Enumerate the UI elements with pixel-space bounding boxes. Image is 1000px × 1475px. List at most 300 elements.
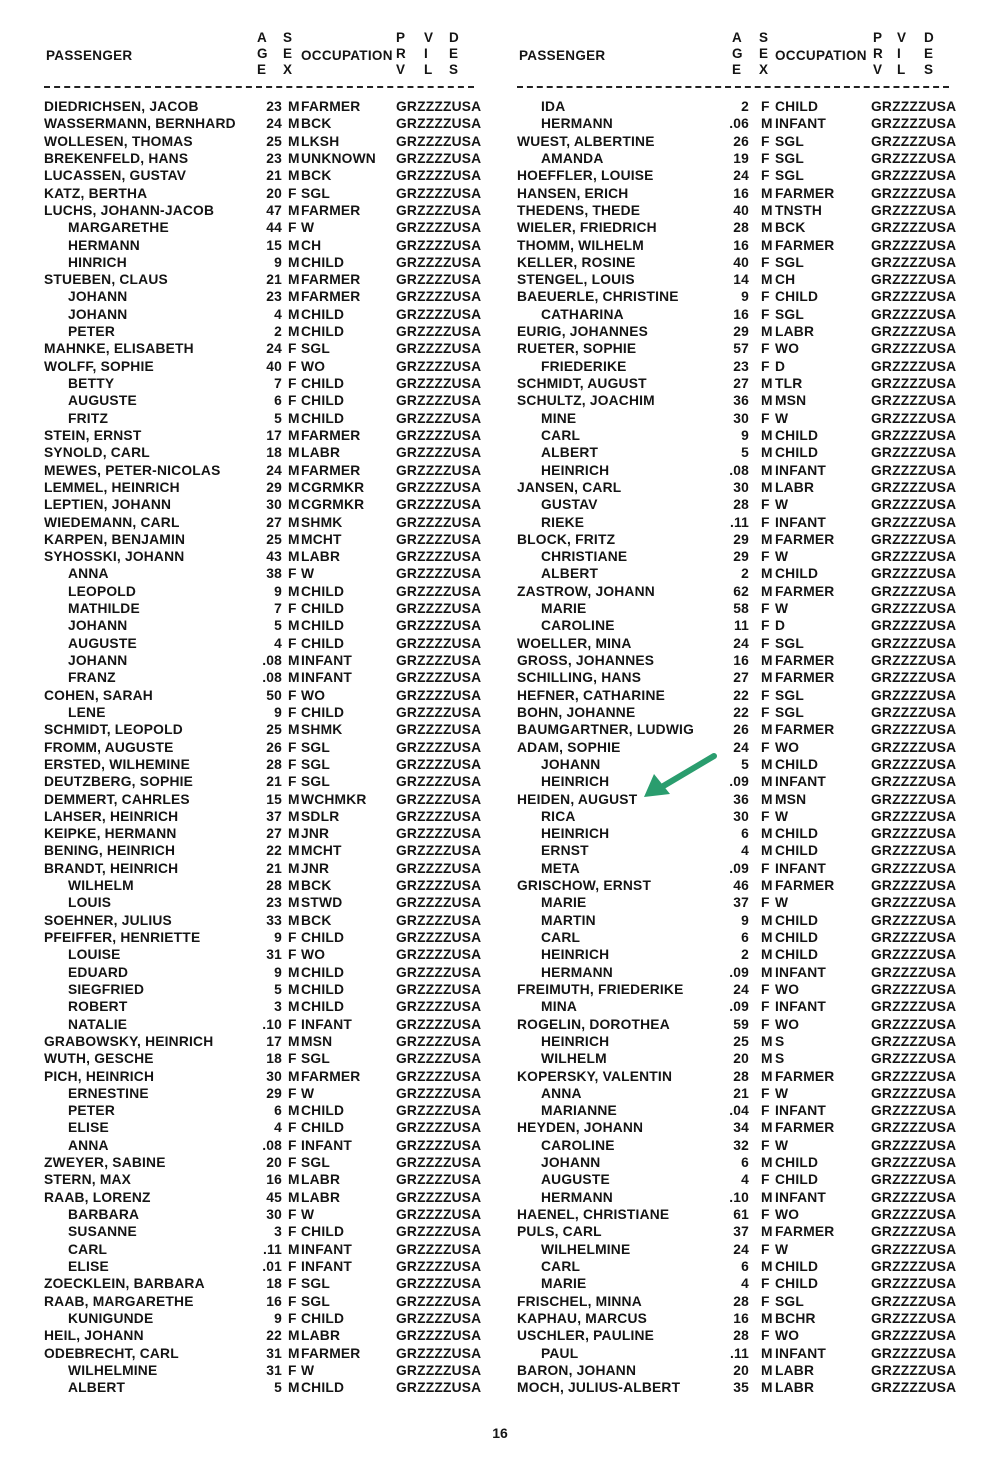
passenger-occupation: W: [775, 808, 789, 824]
passenger-occupation: CHILD: [775, 947, 819, 963]
passenger-name: ROGELIN, DOROTHEA: [517, 1016, 670, 1032]
passenger-name: THEDENS, THEDE: [517, 202, 641, 218]
passenger-age: 57: [733, 341, 749, 357]
passenger-row: [44, 376, 514, 393]
passenger-occupation: MSN: [775, 791, 807, 807]
passenger-province-village-destination: GRZZZZUSA: [396, 358, 482, 374]
passenger-name: GRABOWSKY, HEINRICH: [44, 1033, 214, 1049]
passenger-age: 3: [274, 999, 282, 1015]
passenger-name: ERNST: [541, 843, 589, 859]
passenger-province-village-destination: GRZZZZUSA: [871, 618, 957, 634]
passenger-row: [44, 999, 514, 1016]
arrow-shaft: [660, 756, 714, 788]
passenger-name: BREKENFELD, HANS: [44, 150, 189, 166]
passenger-age: 11: [734, 618, 749, 634]
passenger-age: 25: [266, 133, 282, 149]
passenger-name: CARL: [68, 1241, 108, 1257]
header-occupation: OCCUPATION: [301, 48, 393, 63]
passenger-row: [44, 740, 514, 757]
passenger-sex: M: [761, 237, 773, 253]
passenger-age: 2: [741, 99, 749, 114]
passenger-name: ALBERT: [68, 1380, 126, 1396]
passenger-age: 25: [266, 531, 282, 547]
passenger-row: [44, 1086, 514, 1103]
passenger-name: RUETER, SOPHIE: [517, 341, 637, 357]
passenger-row: [44, 878, 514, 895]
passenger-sex: F: [288, 1016, 297, 1032]
passenger-province-village-destination: GRZZZZUSA: [396, 670, 482, 686]
passenger-province-village-destination: GRZZZZUSA: [871, 462, 957, 478]
passenger-age: 28: [266, 878, 282, 894]
passenger-age: 20: [733, 1051, 749, 1067]
passenger-sex: M: [288, 912, 300, 928]
passenger-occupation: LABR: [301, 445, 341, 461]
passenger-age: 22: [266, 843, 282, 859]
passenger-occupation: INFANT: [775, 964, 827, 980]
passenger-name: CAROLINE: [541, 618, 615, 634]
passenger-name: FREIMUTH, FRIEDERIKE: [517, 981, 684, 997]
passenger-age: 50: [266, 687, 282, 703]
passenger-age: 22: [733, 704, 749, 720]
passenger-sex: F: [288, 1051, 297, 1067]
passenger-province-village-destination: GRZZZZUSA: [396, 1293, 482, 1309]
passenger-occupation: TNSTH: [775, 202, 822, 218]
passenger-sex: F: [288, 1258, 297, 1274]
passenger-age: 23: [266, 150, 282, 166]
passenger-name: WIEDEMANN, CARL: [44, 514, 180, 530]
passenger-row: [44, 1051, 514, 1068]
passenger-province-village-destination: GRZZZZUSA: [871, 1380, 957, 1396]
passenger-row: [44, 792, 514, 809]
passenger-row: [44, 809, 514, 826]
passenger-age: 6: [274, 393, 282, 409]
passenger-row: [517, 341, 987, 358]
passenger-province-village-destination: GRZZZZUSA: [871, 1137, 957, 1153]
passenger-province-village-destination: GRZZZZUSA: [396, 1051, 482, 1067]
passenger-province-village-destination: GRZZZZUSA: [871, 1016, 957, 1032]
passenger-name: BRANDT, HEINRICH: [44, 860, 179, 876]
passenger-province-village-destination: GRZZZZUSA: [396, 1241, 482, 1257]
passenger-name: CARL: [541, 427, 581, 443]
passenger-age: 45: [266, 1189, 282, 1205]
passenger-list-left: [44, 99, 514, 1397]
passenger-name: MARIANNE: [541, 1103, 617, 1119]
passenger-province-village-destination: GRZZZZUSA: [871, 739, 957, 755]
passenger-name: JANSEN, CARL: [517, 479, 622, 495]
passenger-sex: M: [288, 895, 300, 911]
passenger-occupation: SGL: [775, 704, 804, 720]
passenger-province-village-destination: GRZZZZUSA: [396, 1189, 482, 1205]
passenger-name: ANNA: [68, 566, 109, 582]
passenger-occupation: SGL: [301, 774, 330, 790]
passenger-sex: F: [761, 635, 770, 651]
passenger-age: 26: [733, 133, 749, 149]
passenger-province-village-destination: GRZZZZUSA: [396, 1362, 482, 1378]
passenger-name: RAAB, LORENZ: [44, 1189, 151, 1205]
passenger-name: WOLLESEN, THOMAS: [44, 133, 193, 149]
passenger-sex: M: [288, 168, 300, 184]
passenger-sex: M: [761, 774, 773, 790]
passenger-province-village-destination: GRZZZZUSA: [871, 912, 957, 928]
passenger-sex: F: [288, 1362, 297, 1378]
passenger-row: [44, 757, 514, 774]
passenger-age: 18: [266, 1051, 282, 1067]
passenger-name: GUSTAV: [541, 497, 598, 513]
passenger-occupation: FARMER: [775, 531, 835, 547]
passenger-sex: F: [288, 393, 297, 409]
passenger-sex: F: [288, 1276, 297, 1292]
passenger-name: ELISE: [68, 1120, 109, 1136]
passenger-sex: M: [761, 930, 773, 945]
passenger-sex: M: [288, 427, 300, 443]
passenger-row: [44, 584, 514, 601]
passenger-occupation: MCHT: [301, 531, 342, 547]
passenger-row: [44, 1120, 514, 1137]
passenger-row: [44, 1276, 514, 1293]
passenger-occupation: CHILD: [775, 427, 819, 443]
passenger-occupation: INFANT: [775, 860, 827, 876]
passenger-age: 58: [733, 601, 749, 617]
passenger-age: .09: [729, 964, 749, 980]
passenger-occupation: SGL: [775, 1293, 804, 1309]
passenger-province-village-destination: GRZZZZUSA: [871, 774, 957, 790]
passenger-sex: M: [761, 272, 773, 288]
passenger-row: [517, 428, 987, 445]
passenger-province-village-destination: GRZZZZUSA: [871, 843, 957, 859]
passenger-row: [517, 220, 987, 237]
passenger-age: .08: [729, 462, 749, 478]
passenger-row: [44, 186, 514, 203]
passenger-age: .09: [729, 860, 749, 876]
passenger-age: 6: [741, 1155, 749, 1171]
passenger-sex: M: [288, 808, 300, 824]
passenger-occupation: FARMER: [775, 237, 835, 253]
passenger-age: 2: [741, 947, 749, 963]
passenger-occupation: LABR: [301, 1172, 341, 1188]
passenger-age: 30: [733, 808, 749, 824]
passenger-age: 28: [733, 1068, 749, 1084]
passenger-name: PICH, HEINRICH: [44, 1068, 155, 1084]
passenger-province-village-destination: GRZZZZUSA: [871, 427, 957, 443]
passenger-row: [517, 1207, 987, 1224]
passenger-sex: M: [288, 237, 300, 253]
passenger-age: 27: [266, 514, 282, 530]
passenger-sex: M: [288, 826, 300, 842]
passenger-row: [44, 1155, 514, 1172]
passenger-row: [44, 774, 514, 791]
passenger-age: 16: [266, 1172, 282, 1188]
passenger-age: 36: [733, 393, 749, 409]
passenger-occupation: CHILD: [301, 930, 345, 945]
passenger-name: FRANZ: [68, 670, 116, 686]
passenger-sex: F: [761, 358, 770, 374]
passenger-occupation: LABR: [301, 1328, 341, 1344]
passenger-occupation: FARMER: [301, 289, 361, 305]
passenger-sex: M: [761, 531, 773, 547]
passenger-row: [517, 1224, 987, 1241]
passenger-name: LOUIS: [68, 895, 112, 911]
passenger-province-village-destination: GRZZZZUSA: [396, 514, 482, 530]
passenger-occupation: BCK: [301, 878, 332, 894]
passenger-province-village-destination: GRZZZZUSA: [396, 254, 482, 270]
passenger-province-village-destination: GRZZZZUSA: [871, 393, 957, 409]
passenger-row: [517, 636, 987, 653]
passenger-row: [44, 445, 514, 462]
passenger-sex: M: [761, 220, 773, 236]
passenger-sex: M: [288, 1328, 300, 1344]
passenger-sex: M: [761, 1310, 773, 1326]
passenger-age: 19: [733, 150, 749, 166]
passenger-occupation: WO: [775, 1207, 800, 1222]
passenger-sex: M: [288, 462, 300, 478]
passenger-province-village-destination: GRZZZZUSA: [871, 687, 957, 703]
passenger-sex: M: [288, 549, 300, 565]
passenger-age: 6: [741, 930, 749, 945]
passenger-row: [517, 982, 987, 999]
passenger-age: 5: [274, 618, 282, 634]
passenger-province-village-destination: GRZZZZUSA: [871, 1120, 957, 1136]
passenger-age: 21: [266, 774, 282, 790]
passenger-province-village-destination: GRZZZZUSA: [396, 895, 482, 911]
passenger-name: SOEHNER, JULIUS: [44, 912, 172, 928]
passenger-name: WOELLER, MINA: [517, 635, 632, 651]
passenger-occupation: CHILD: [775, 99, 819, 114]
passenger-sex: F: [761, 168, 770, 184]
column-header: PASSENGER A G E S E X OCCUPATION P R V V I L D E S: [517, 30, 987, 84]
passenger-occupation: FARMER: [301, 1345, 361, 1361]
passenger-age: 43: [266, 549, 282, 565]
passenger-occupation: SGL: [301, 1155, 330, 1171]
passenger-occupation: CHILD: [301, 1380, 345, 1396]
passenger-occupation: W: [301, 1085, 315, 1101]
passenger-sex: M: [288, 306, 300, 322]
passenger-row: [517, 1086, 987, 1103]
passenger-age: 14: [733, 272, 749, 288]
passenger-occupation: SGL: [301, 1051, 330, 1067]
passenger-province-village-destination: GRZZZZUSA: [396, 826, 482, 842]
passenger-row: [517, 1294, 987, 1311]
passenger-age: 16: [733, 306, 749, 322]
passenger-province-village-destination: GRZZZZUSA: [396, 150, 482, 166]
passenger-occupation: INFANT: [775, 1103, 827, 1119]
passenger-age: 25: [266, 722, 282, 738]
passenger-province-village-destination: GRZZZZUSA: [871, 220, 957, 236]
passenger-age: 37: [733, 1224, 749, 1240]
passenger-sex: M: [288, 531, 300, 547]
passenger-row: [517, 515, 987, 532]
passenger-sex: M: [288, 514, 300, 530]
passenger-row: [44, 549, 514, 566]
passenger-row: [517, 1242, 987, 1259]
passenger-occupation: INFANT: [301, 653, 353, 668]
passenger-occupation: LABR: [775, 324, 815, 340]
passenger-sex: F: [761, 289, 770, 305]
passenger-occupation: WO: [301, 358, 326, 374]
passenger-province-village-destination: GRZZZZUSA: [396, 168, 482, 184]
passenger-name: KUNIGUNDE: [68, 1310, 154, 1326]
passenger-age: 25: [733, 1033, 749, 1049]
passenger-row: [517, 861, 987, 878]
passenger-name: JOHANN: [68, 653, 128, 668]
passenger-province-village-destination: GRZZZZUSA: [871, 1328, 957, 1344]
passenger-sex: M: [288, 202, 300, 218]
passenger-occupation: CHILD: [301, 410, 345, 426]
passenger-sex: F: [761, 704, 770, 720]
passenger-row: [44, 930, 514, 947]
passenger-province-village-destination: GRZZZZUSA: [871, 756, 957, 772]
passenger-age: 24: [266, 341, 282, 357]
passenger-occupation: W: [775, 895, 789, 911]
passenger-row: [517, 722, 987, 739]
passenger-age: 9: [741, 912, 749, 928]
passenger-age: 29: [266, 1085, 282, 1101]
passenger-occupation: FARMER: [301, 272, 361, 288]
passenger-sex: M: [761, 1051, 773, 1067]
passenger-row: [517, 826, 987, 843]
passenger-sex: F: [288, 687, 297, 703]
passenger-province-village-destination: GRZZZZUSA: [396, 1172, 482, 1188]
passenger-province-village-destination: GRZZZZUSA: [871, 826, 957, 842]
passenger-occupation: SGL: [775, 306, 804, 322]
passenger-occupation: CHILD: [301, 964, 345, 980]
passenger-sex: M: [761, 670, 773, 686]
passenger-province-village-destination: GRZZZZUSA: [396, 1155, 482, 1171]
passenger-sex: M: [761, 756, 773, 772]
header-passenger: PASSENGER: [46, 48, 133, 63]
passenger-province-village-destination: GRZZZZUSA: [396, 410, 482, 426]
passenger-age: 4: [274, 306, 282, 322]
passenger-sex: F: [761, 687, 770, 703]
passenger-occupation: CHILD: [775, 566, 819, 582]
passenger-occupation: CH: [775, 272, 796, 288]
passenger-name: META: [541, 860, 580, 876]
passenger-sex: M: [761, 462, 773, 478]
passenger-age: 4: [741, 1172, 749, 1188]
passenger-row: [517, 566, 987, 583]
passenger-row: [44, 1017, 514, 1034]
passenger-name: BARBARA: [68, 1207, 140, 1222]
passenger-province-village-destination: GRZZZZUSA: [871, 497, 957, 513]
passenger-province-village-destination: GRZZZZUSA: [396, 1328, 482, 1344]
passenger-age: 9: [274, 254, 282, 270]
passenger-name: MARIE: [541, 601, 587, 617]
passenger-province-village-destination: GRZZZZUSA: [396, 860, 482, 876]
passenger-age: .10: [729, 1189, 749, 1205]
passenger-row: [517, 376, 987, 393]
passenger-sex: M: [761, 445, 773, 461]
passenger-row: [44, 1103, 514, 1120]
passenger-sex: M: [288, 150, 300, 166]
passenger-province-village-destination: GRZZZZUSA: [871, 1293, 957, 1309]
passenger-name: HEIL, JOHANN: [44, 1328, 144, 1344]
passenger-sex: F: [761, 306, 770, 322]
passenger-occupation: FARMER: [775, 1224, 835, 1240]
passenger-sex: M: [761, 185, 773, 201]
passenger-province-village-destination: GRZZZZUSA: [871, 808, 957, 824]
passenger-sex: M: [288, 272, 300, 288]
passenger-province-village-destination: GRZZZZUSA: [396, 964, 482, 980]
passenger-province-village-destination: GRZZZZUSA: [871, 306, 957, 322]
passenger-name: SYHOSSKI, JOHANN: [44, 549, 185, 565]
passenger-age: 5: [741, 445, 749, 461]
passenger-province-village-destination: GRZZZZUSA: [871, 860, 957, 876]
passenger-occupation: CHILD: [301, 254, 345, 270]
passenger-age: .09: [729, 774, 749, 790]
passenger-province-village-destination: GRZZZZUSA: [396, 999, 482, 1015]
passenger-province-village-destination: GRZZZZUSA: [871, 601, 957, 617]
passenger-province-village-destination: GRZZZZUSA: [396, 1310, 482, 1326]
passenger-name: ROBERT: [68, 999, 128, 1015]
passenger-row: [517, 272, 987, 289]
passenger-occupation: W: [775, 1241, 789, 1257]
passenger-row: [44, 826, 514, 843]
passenger-occupation: CHILD: [775, 912, 819, 928]
passenger-occupation: CGRMKR: [301, 497, 365, 513]
passenger-province-village-destination: GRZZZZUSA: [871, 1207, 957, 1222]
passenger-sex: M: [288, 670, 300, 686]
passenger-age: 2: [741, 566, 749, 582]
passenger-sex: F: [288, 756, 297, 772]
passenger-row: [517, 255, 987, 272]
passenger-name: THOMM, WILHELM: [517, 237, 644, 253]
passenger-sex: M: [761, 1068, 773, 1084]
passenger-age: 9: [274, 583, 282, 599]
page-number: 16: [492, 1425, 508, 1441]
passenger-sex: F: [288, 635, 297, 651]
passenger-name: NATALIE: [68, 1016, 128, 1032]
passenger-sex: M: [288, 999, 300, 1015]
passenger-name: ALBERT: [541, 566, 599, 582]
passenger-occupation: WO: [301, 947, 326, 963]
passenger-age: 22: [266, 1328, 282, 1344]
right-column: [517, 30, 987, 1396]
passenger-age: 5: [274, 981, 282, 997]
passenger-occupation: CHILD: [301, 583, 345, 599]
passenger-age: 31: [266, 1362, 282, 1378]
passenger-province-village-destination: GRZZZZUSA: [871, 514, 957, 530]
passenger-age: 30: [266, 1068, 282, 1084]
passenger-sex: M: [761, 947, 773, 963]
passenger-sex: M: [288, 843, 300, 859]
passenger-row: [517, 393, 987, 410]
passenger-name: MOCH, JULIUS-ALBERT: [517, 1380, 681, 1396]
passenger-name: WASSERMANN, BERNHARD: [44, 116, 236, 132]
passenger-name: SCHMIDT, AUGUST: [517, 376, 647, 391]
passenger-sex: M: [288, 497, 300, 513]
passenger-sex: F: [761, 1085, 770, 1101]
passenger-sex: M: [761, 427, 773, 443]
passenger-province-village-destination: GRZZZZUSA: [871, 1258, 957, 1274]
passenger-occupation: SGL: [301, 1293, 330, 1309]
passenger-occupation: BCK: [301, 912, 332, 928]
passenger-row: [517, 670, 987, 687]
passenger-name: COHEN, SARAH: [44, 687, 153, 703]
passenger-province-village-destination: GRZZZZUSA: [396, 774, 482, 790]
passenger-sex: F: [288, 1085, 297, 1101]
passenger-sex: F: [761, 618, 770, 634]
passenger-occupation: SGL: [775, 635, 804, 651]
passenger-name: STUEBEN, CLAUS: [44, 272, 168, 288]
passenger-sex: F: [761, 999, 770, 1015]
passenger-name: FRISCHEL, MINNA: [517, 1293, 642, 1309]
passenger-occupation: WO: [775, 1016, 800, 1032]
passenger-age: 29: [733, 324, 749, 340]
passenger-row: [517, 895, 987, 912]
passenger-age: 16: [733, 653, 749, 668]
passenger-age: 9: [274, 704, 282, 720]
passenger-row: [44, 307, 514, 324]
passenger-row: [44, 289, 514, 306]
